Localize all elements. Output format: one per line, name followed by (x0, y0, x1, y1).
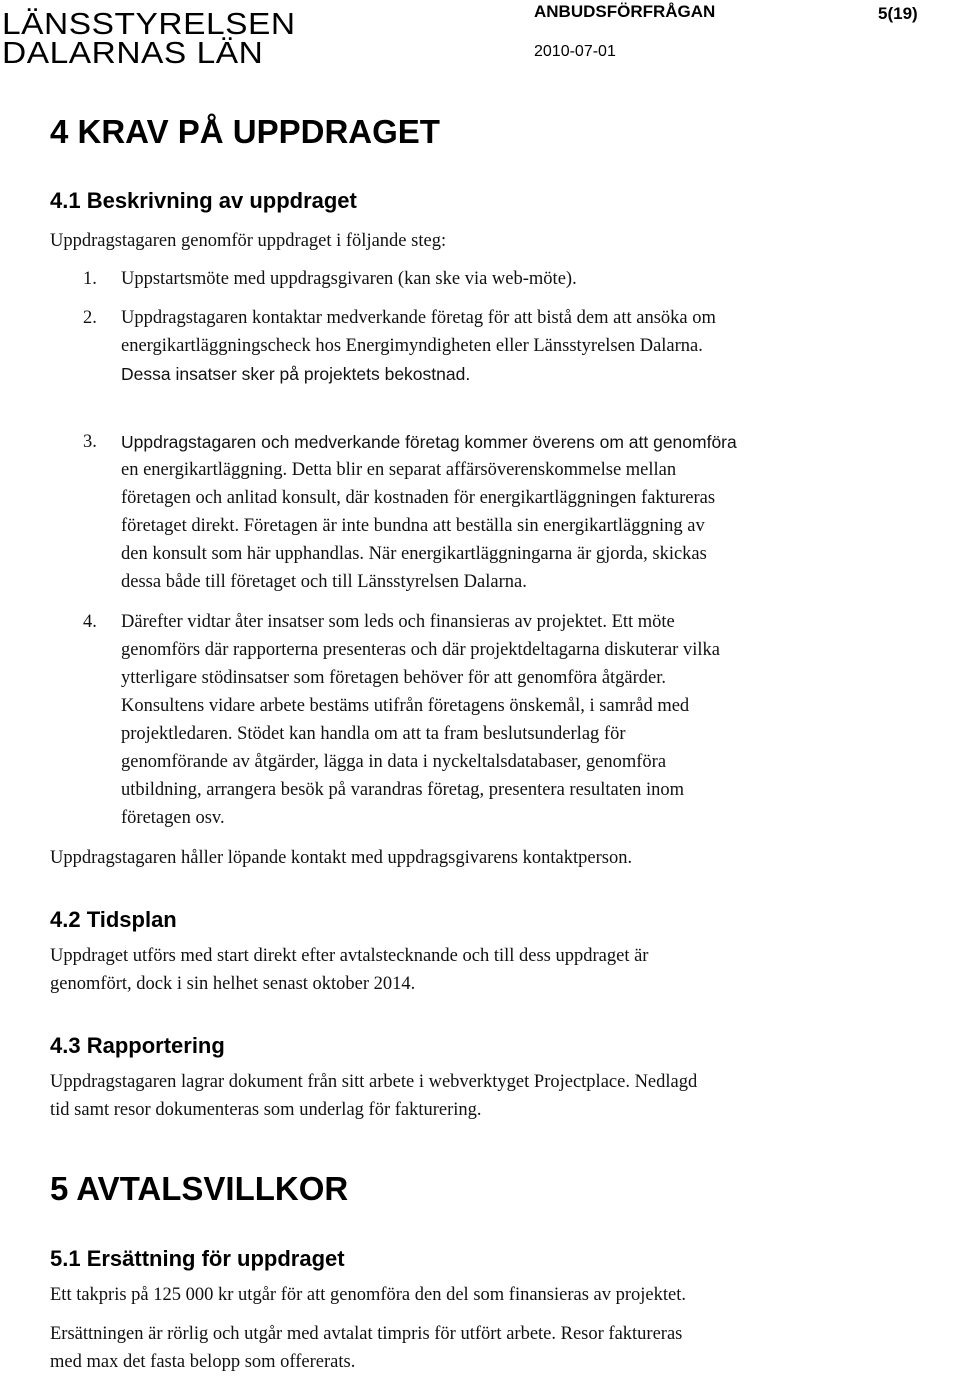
list-item-line: projektledaren. Stödet kan handla om att ta fram beslutsunderlag för (121, 724, 626, 744)
paragraph-line: Ett takpris på 125 000 kr utgår för att genomföra den del som finansieras av projektet. (50, 1285, 687, 1305)
list-item-line: företagen och anlitad konsult, där kostnaden för energikartläggningen faktureras (121, 488, 716, 508)
section-4-1-heading: 4.1 Beskrivning av uppdraget (50, 188, 357, 213)
paragraph-line: med max det fasta belopp som offererats. (50, 1352, 356, 1372)
list-item-line: Därefter vidtar åter insatser som leds och finansieras av projektet. Ett möte (121, 612, 675, 632)
section-5-heading: 5 AVTALSVILLKOR (50, 1170, 349, 1207)
paragraph-line: genomfört, dock i sin helhet senast oktober 2014. (50, 974, 416, 994)
logo-line-1: LÄNSSTYRELSEN (2, 6, 296, 41)
page-number: 5(19) (878, 4, 918, 23)
list-item-line: energikartläggningscheck hos Energimyndigheten eller Länsstyrelsen Dalarna. (121, 336, 703, 356)
list-item-line: den konsult som här upphandlas. När energikartläggningarna är gjorda, skickas (121, 544, 707, 564)
list-item-line: genomförande av åtgärder, lägga in data i nyckeltalsdatabaser, genomföra (121, 752, 667, 772)
document-type: ANBUDSFÖRFRÅGAN (534, 2, 716, 21)
list-item-number: 3. (83, 432, 97, 452)
list-item-line: Konsultens vidare arbete bestäms utifrån företagens önskemål, i samråd med (121, 696, 690, 716)
list-item-number: 2. (83, 308, 97, 328)
list-item-line: Uppdragstagaren och medverkande företag kommer överens om att genomföra (121, 432, 737, 452)
list-item-line: ytterligare stödinsatser som företagen behöver för att genomföra åtgärder. (121, 668, 667, 688)
list-item-line: genomförs där rapporterna presenteras och där projektdeltagarna diskuterar vilka (121, 640, 720, 660)
section-4-1-closing: Uppdragstagaren håller löpande kontakt med uppdragsgivarens kontaktperson. (50, 848, 633, 868)
section-4-1-intro: Uppdragstagaren genomför uppdraget i följande steg: (50, 231, 447, 251)
list-item-number: 4. (83, 612, 97, 632)
list-item-line: Dessa insatser sker på projektets bekostnad. (121, 364, 471, 384)
section-4-2-heading: 4.2 Tidsplan (50, 907, 177, 932)
paragraph-line: Ersättningen är rörlig och utgår med avtalat timpris för utfört arbete. Resor faktureras (50, 1324, 683, 1344)
list-item-line: en energikartläggning. Detta blir en separat affärsöverenskommelse mellan (121, 460, 677, 480)
list-item-line: Uppstartsmöte med uppdragsgivaren (kan ske via web-möte). (121, 269, 577, 289)
section-4-heading: 4 KRAV PÅ UPPDRAGET (50, 113, 440, 150)
list-item-line: utbildning, arrangera besök på varandras företag, presentera resultaten inom (121, 780, 684, 800)
list-item-line: företaget direkt. Företagen är inte bundna att beställa sin energikartläggning av (121, 516, 705, 536)
document-date: 2010-07-01 (534, 43, 616, 60)
paragraph-line: tid samt resor dokumenteras som underlag för fakturering. (50, 1100, 482, 1120)
list-item-line: dessa både till företaget och till Länsstyrelsen Dalarna. (121, 572, 527, 592)
section-5-1-heading: 5.1 Ersättning för uppdraget (50, 1246, 345, 1271)
paragraph-line: Uppdraget utförs med start direkt efter avtalstecknande och till dess uppdraget är (50, 946, 649, 966)
section-4-3-heading: 4.3 Rapportering (50, 1033, 225, 1058)
list-item-number: 1. (83, 269, 97, 289)
paragraph-line: Uppdragstagaren lagrar dokument från sitt arbete i webverktyget Projectplace. Nedlagd (50, 1072, 698, 1092)
logo-line-2: DALARNAS LÄN (2, 35, 264, 70)
list-item-line: Uppdragstagaren kontaktar medverkande företag för att bistå dem att ansöka om (121, 308, 716, 328)
list-item-line: företagen osv. (121, 808, 225, 828)
